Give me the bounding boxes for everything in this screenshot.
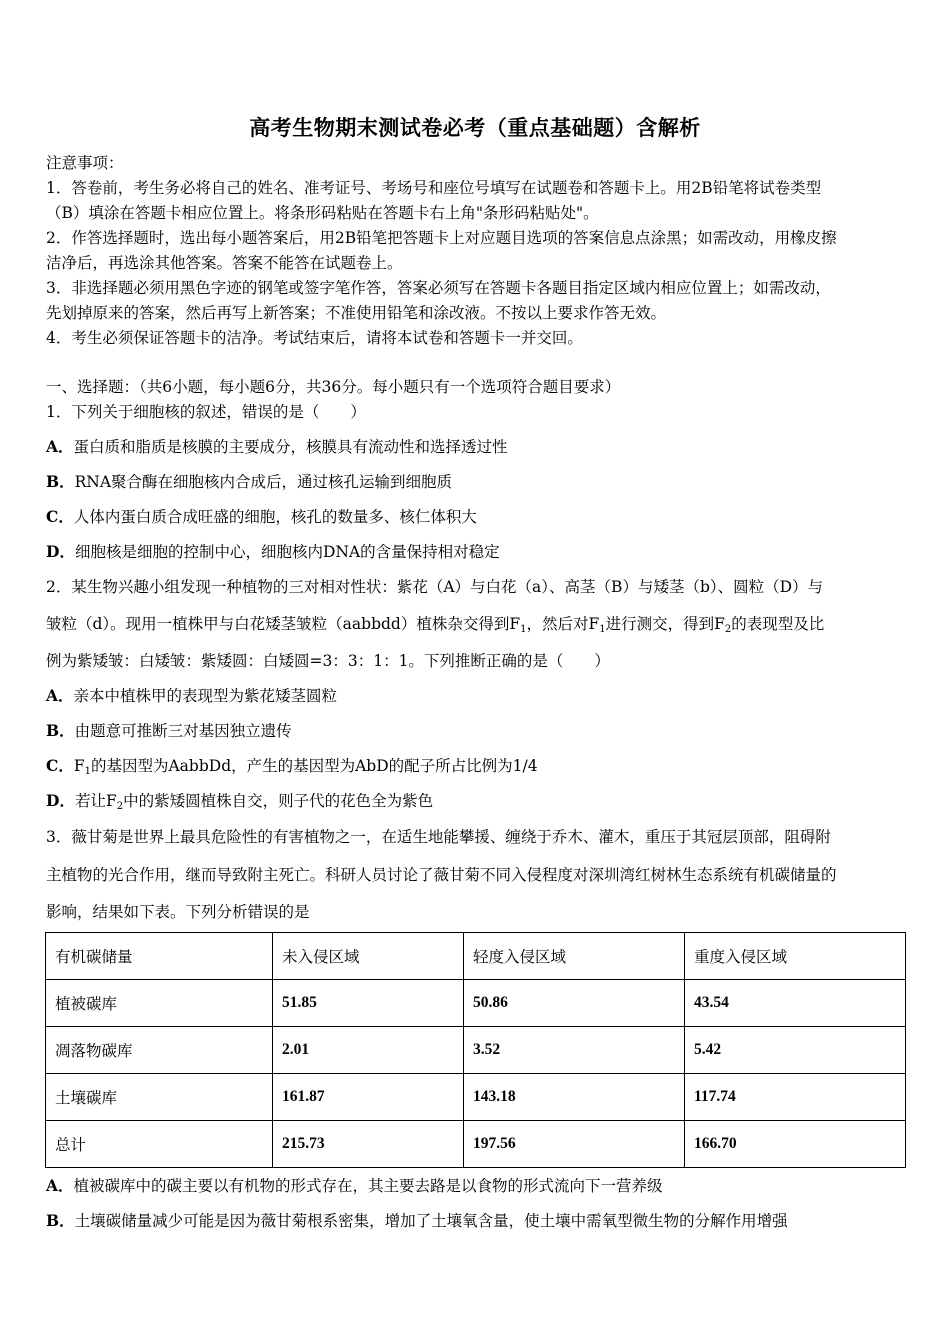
option-letter: D． — [46, 791, 75, 810]
option-text: 的基因型为AabbDd，产生的基因型为AbD的配子所占比例为1/4 — [90, 757, 538, 775]
table-cell: 197.56 — [464, 1121, 685, 1168]
option-text: F — [73, 757, 85, 775]
option-letter: D． — [46, 542, 75, 561]
option-text: 亲本中植株甲的表现型为紫花矮茎圆粒 — [73, 687, 338, 705]
option-text: 若让F — [74, 792, 117, 810]
table-cell: 117.74 — [685, 1074, 906, 1121]
table-cell: 50.86 — [464, 980, 685, 1027]
q2-option-c — [46, 756, 538, 782]
table-cell: 凋落物碳库 — [46, 1027, 273, 1074]
table-cell: 161.87 — [273, 1074, 464, 1121]
option-text: 由题意可推断三对基因独立遗传 — [74, 722, 292, 740]
option-text: 人体内蛋白质合成旺盛的细胞，核孔的数量多、核仁体积大 — [73, 508, 477, 526]
question-3-stem-line: 影响，结果如下表。下列分析错误的是 — [46, 903, 310, 921]
table-row — [46, 1074, 906, 1121]
table-cell: 2.01 — [273, 1027, 464, 1074]
q1-option-a — [46, 437, 508, 457]
q3-option-a — [46, 1176, 663, 1196]
question-3-stem-line: 3．薇甘菊是世界上最具危险性的有害植物之一，在适生地能攀援、缠绕于乔木、灌木，重压于其冠层顶部，阻碍附 — [46, 828, 831, 846]
table-cell: 215.73 — [273, 1121, 464, 1168]
table-header-cell: 未入侵区域 — [273, 933, 464, 980]
q1-option-b — [46, 472, 452, 492]
option-letter: C． — [46, 756, 74, 775]
option-letter: A． — [46, 437, 74, 456]
table-row — [46, 980, 906, 1027]
table-header-cell: 轻度入侵区域 — [464, 933, 685, 980]
option-text: 细胞核是细胞的控制中心，细胞核内DNA的含量保持相对稳定 — [74, 543, 500, 561]
stem-text: 进行测交，得到F — [605, 615, 725, 633]
table-cell: 43.54 — [685, 980, 906, 1027]
notice-line: 先划掉原来的答案，然后再写上新答案；不准使用铅笔和涂改液。不按以上要求作答无效。 — [46, 304, 667, 322]
table-cell: 土壤碳库 — [46, 1074, 273, 1121]
q2-option-d — [46, 791, 433, 817]
table-row — [46, 1027, 906, 1074]
table-header-cell: 重度入侵区域 — [685, 933, 906, 980]
option-text: 中的紫矮圆植株自交，则子代的花色全为紫色 — [123, 792, 434, 810]
subscript: 1 — [84, 766, 91, 777]
question-2-stem-line — [46, 614, 824, 640]
table-header-cell: 有机碳储量 — [46, 933, 273, 980]
subscript: 2 — [116, 801, 124, 812]
table-cell: 51.85 — [273, 980, 464, 1027]
option-text: 蛋白质和脂质是核膜的主要成分，核膜具有流动性和选择透过性 — [73, 438, 508, 456]
q2-option-b — [46, 721, 292, 741]
notice-line: 1．答卷前，考生务必将自己的姓名、准考证号、考场号和座位号填写在试题卷和答题卡上。用2B铅笔将试卷类型 — [46, 179, 822, 197]
table-row — [46, 1121, 906, 1168]
notice-line: 4．考生必须保证答题卡的洁净。考试结束后，请将本试卷和答题卡一并交回。 — [46, 329, 583, 347]
question-2-stem-line: 2．某生物兴趣小组发现一种植物的三对相对性状：紫花（A）与白花（a）、高茎（B）与矮茎（b）、圆粒（D）与 — [46, 578, 824, 596]
stem-text: 的表现型及比 — [731, 615, 825, 633]
subscript: 1 — [599, 624, 606, 635]
table-header-row — [46, 933, 906, 980]
q3-option-b — [46, 1211, 788, 1231]
notice-line: 3．非选择题必须用黑色字迹的钢笔或签字笔作答，答案必须写在答题卡各题目指定区域内相应位置上；如需改动， — [46, 279, 831, 297]
option-text: RNA聚合酶在细胞核内合成后，通过核孔运输到细胞质 — [74, 473, 453, 491]
q2-option-a — [46, 686, 337, 706]
section-header: 一、选择题：（共6小题，每小题6分，共36分。每小题只有一个选项符合题目要求） — [46, 378, 621, 396]
table-cell: 植被碳库 — [46, 980, 273, 1027]
notice-heading: 注意事项： — [46, 154, 124, 172]
question-2-stem-line: 例为紫矮皱：白矮皱：紫矮圆：白矮圆=3：3：1：1。下列推断正确的是（ ） — [46, 652, 610, 670]
question-1-stem: 1．下列关于细胞核的叙述，错误的是（ ） — [46, 403, 366, 421]
option-letter: C． — [46, 507, 74, 526]
option-letter: B． — [46, 472, 75, 491]
subscript: 1 — [520, 624, 527, 635]
subscript: 2 — [724, 624, 732, 635]
table-cell: 总计 — [46, 1121, 273, 1168]
q1-option-c — [46, 507, 477, 527]
table-cell: 5.42 — [685, 1027, 906, 1074]
option-letter: A． — [46, 1176, 74, 1195]
option-text: 植被碳库中的碳主要以有机物的形式存在，其主要去路是以食物的形式流向下一营养级 — [73, 1177, 663, 1195]
notice-line: 洁净后，再选涂其他答案。答案不能答在试题卷上。 — [46, 254, 403, 272]
table-cell: 3.52 — [464, 1027, 685, 1074]
stem-text: 皱粒（d）。现用一植株甲与白花矮茎皱粒（aabbdd）植株杂交得到F — [46, 615, 521, 633]
table-cell: 166.70 — [685, 1121, 906, 1168]
q1-option-d — [46, 542, 500, 562]
question-3-stem-line: 主植物的光合作用，继而导致附主死亡。科研人员讨论了薇甘菊不同入侵程度对深圳湾红树林生态系统有机碳储量的 — [46, 866, 837, 884]
stem-text: ，然后对F — [526, 615, 600, 633]
notice-line: 2．作答选择题时，选出每小题答案后，用2B铅笔把答题卡上对应题目选项的答案信息点涂黑；如需改动，用橡皮擦 — [46, 229, 837, 247]
notice-line: （B）填涂在答题卡相应位置上。将条形码粘贴在答题卡右上角"条形码粘贴处"。 — [46, 204, 599, 222]
option-letter: B． — [46, 721, 75, 740]
carbon-storage-table — [45, 932, 906, 1168]
option-letter: B． — [46, 1211, 75, 1230]
option-text: 土壤碳储量减少可能是因为薇甘菊根系密集，增加了土壤氧含量，使土壤中需氧型微生物的分解作用增强 — [74, 1212, 788, 1230]
table-cell: 143.18 — [464, 1074, 685, 1121]
option-letter: A． — [46, 686, 74, 705]
document-title: 高考生物期末测试卷必考（重点基础题）含解析 — [249, 115, 701, 140]
